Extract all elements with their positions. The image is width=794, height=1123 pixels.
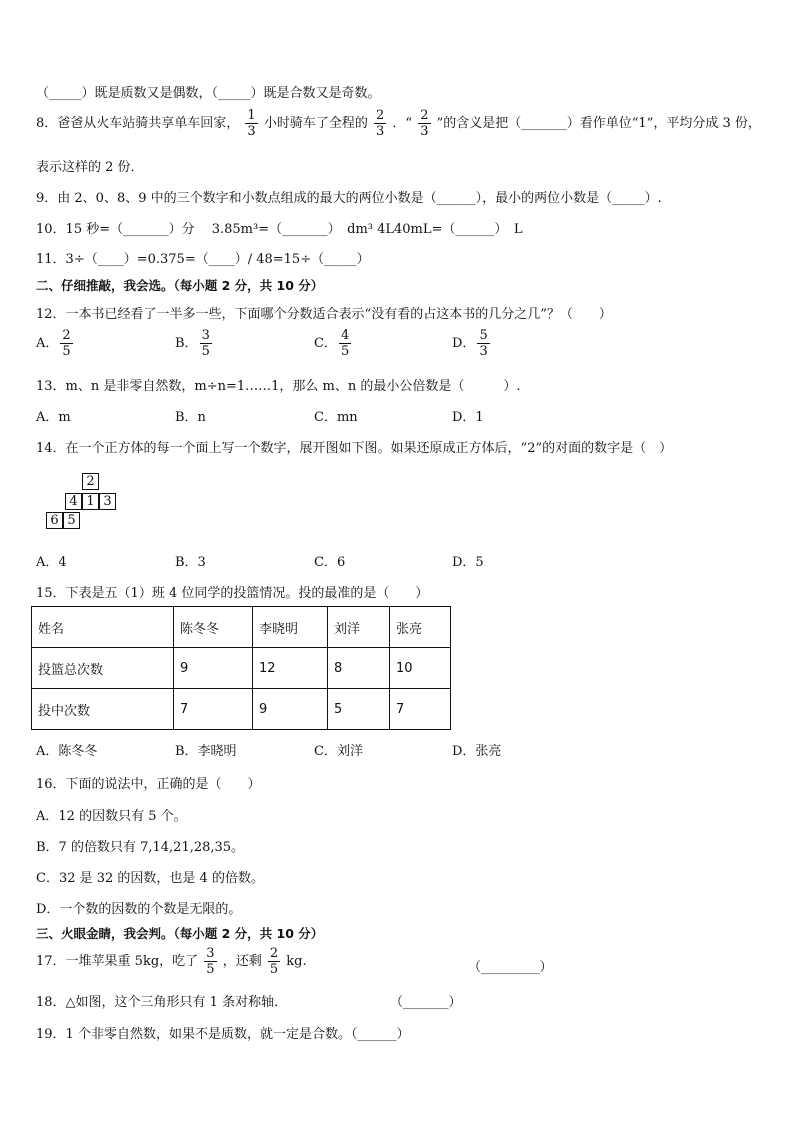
table-cell: 9 (253, 689, 328, 730)
net-face-1: 1 (82, 493, 99, 510)
table-cell: 陈冬冬 (174, 607, 253, 648)
q8-fraction-1: $\frac{1}{3}$ (247, 108, 256, 139)
section-3-heading: 三、火眼金睛，我会判。（每小题 2 分，共 10 分） (36, 926, 324, 941)
question-11: 11．3÷（____）=0.375=（____）/ 48=15÷（_____） (36, 252, 370, 267)
question-10: 10．15 秒=（_______）分 3.85m³=（_______） dm³ 4L40mL=（______） L (36, 222, 523, 237)
q14-option-b: B．3 (175, 555, 206, 570)
table-row (32, 607, 451, 648)
table-row (32, 648, 451, 689)
q12-option-a: A． $\frac{2}{5}$ (36, 328, 71, 359)
net-face-3: 3 (99, 493, 116, 510)
q13-option-a: A．m (36, 410, 71, 425)
question-8-continuation: 表示这样的 2 份． (36, 160, 144, 175)
q14-option-a: A．4 (36, 555, 67, 570)
table-cell: 7 (390, 689, 451, 730)
net-face-5: 5 (63, 512, 80, 529)
table-cell: 10 (390, 648, 451, 689)
q8-text-b: 小时骑车了全程的 (263, 116, 368, 131)
table-cell: 7 (174, 689, 253, 730)
table-cell: 姓名 (32, 607, 174, 648)
question-7-tail: （_____）既是质数又是偶数，（_____）既是合数又是奇数。 (36, 86, 381, 101)
q17-answer-blank: （_________） (468, 960, 553, 975)
q13-option-b: B．n (175, 410, 206, 425)
net-face-4: 4 (65, 493, 82, 510)
table-cell: 9 (174, 648, 253, 689)
shooting-table (31, 606, 451, 730)
q15-option-a: A．陈冬冬 (36, 744, 98, 759)
question-19: 19．1 个非零自然数，如果不是质数，就一定是合数。（______） (36, 1027, 410, 1042)
question-15: 15．下表是五（1）班 4 位同学的投篮情况。投的最准的是（ ） (36, 586, 429, 601)
table-cell: 5 (328, 689, 390, 730)
q16-option-b: B．7 的倍数只有 7,14,21,28,35。 (36, 840, 245, 855)
q8-text-d: ”的含义是把（_______）看作单位“1”，平均分成 3 份， (436, 116, 761, 131)
table-cell: 投篮总次数 (32, 648, 174, 689)
q18-answer-blank: （_______） (390, 995, 462, 1010)
table-cell: 张亮 (390, 607, 451, 648)
q12-option-d: D． $\frac{5}{3}$ (452, 328, 488, 359)
q14-option-c: C．6 (314, 555, 346, 570)
table-cell: 8 (328, 648, 390, 689)
q17-text-b: ，还剩 (222, 954, 262, 969)
cube-net-diagram (44, 473, 124, 531)
table-cell: 投中次数 (32, 689, 174, 730)
q8-text-a: 8．爸爸从火车站骑共享单车回家， (36, 116, 240, 131)
q13-option-c: C．mn (314, 410, 358, 425)
table-cell: 李晓明 (253, 607, 328, 648)
question-12: 12．一本书已经看了一半多一些，下面哪个分数适合表示“没有看的占这本书的几分之几”？（ ） (36, 307, 612, 322)
q17-fraction-1: $\frac{3}{5}$ (206, 946, 215, 977)
table-row (32, 689, 451, 730)
q15-option-b: B．李晓明 (175, 744, 237, 759)
question-17 (36, 946, 307, 977)
question-13: 13．m、n 是非零自然数，m÷n=1……1，那么 m、n 的最小公倍数是（ ）. (36, 379, 521, 394)
q12-option-b: B． $\frac{3}{5}$ (175, 328, 210, 359)
q16-option-c: C．32 是 32 的因数，也是 4 的倍数。 (36, 871, 264, 886)
table-cell: 12 (253, 648, 328, 689)
q16-option-a: A．12 的因数只有 5 个。 (36, 809, 187, 824)
question-9: 9．由 2、0、8、9 中的三个数字和小数点组成的最大的两位小数是（______），最小的两位小数是（_____）. (36, 191, 662, 206)
q8-text-c: ．“ (392, 116, 413, 131)
q15-option-c: C．刘洋 (314, 744, 363, 759)
q13-option-d: D．1 (452, 410, 484, 425)
q14-option-d: D．5 (452, 555, 484, 570)
q17-text-c: kg. (286, 954, 307, 969)
q12-option-c: C． $\frac{4}{5}$ (314, 328, 350, 359)
q17-text-a: 17．一堆苹果重 5kg，吃了 (36, 954, 199, 969)
section-2-heading: 二、仔细推敲，我会选。（每小题 2 分，共 10 分） (36, 278, 324, 293)
q17-fraction-2: $\frac{2}{5}$ (269, 946, 279, 977)
q8-fraction-3: $\frac{2}{3}$ (420, 108, 429, 139)
question-16: 16．下面的说法中，正确的是（ ） (36, 777, 261, 792)
net-face-6: 6 (46, 512, 63, 529)
net-face-2: 2 (82, 473, 99, 490)
question-18: 18．△如图，这个三角形只有 1 条对称轴． (36, 995, 288, 1010)
question-14: 14．在一个正方体的每一个面上写一个数字，展开图如下图。如果还原成正方体后，“2”的对面的数字是（ ） (36, 441, 673, 456)
q8-fraction-2: $\frac{2}{3}$ (376, 108, 385, 139)
question-8 (36, 108, 761, 139)
table-cell: 刘洋 (328, 607, 390, 648)
q15-option-d: D．张亮 (452, 744, 502, 759)
q16-option-d: D．一个数的因数的个数是无限的。 (36, 902, 242, 917)
